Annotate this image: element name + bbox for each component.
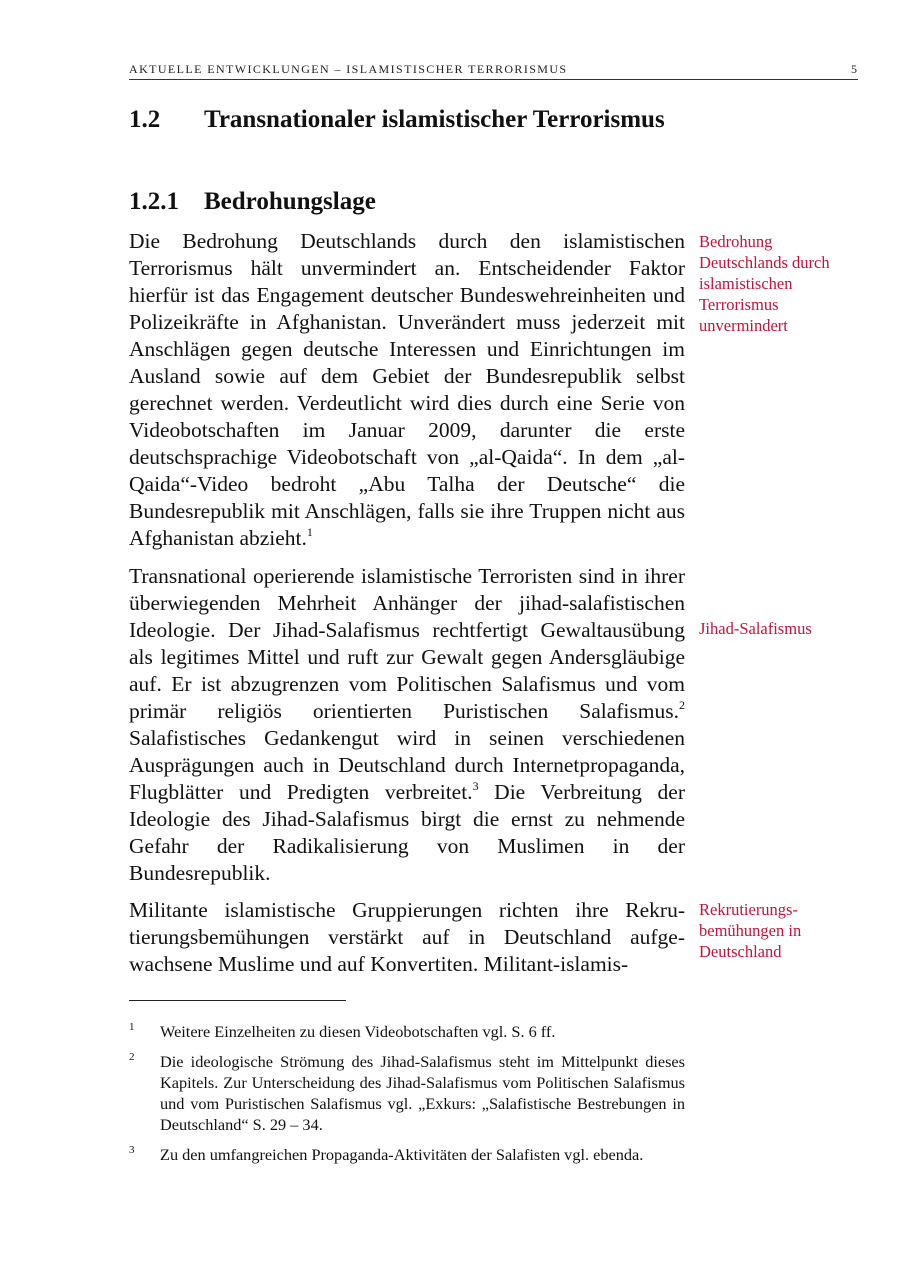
paragraph-1-text: Die Bedrohung Deutschlands durch den islamistischen Terrorismus hält unvermindert an. Entscheidender Faktor hierfür ist das Engagement deutscher Bundeswehreinheiten und Polizeikräfte in Afghanistan. Unverändert muss jederzeit mit Anschlägen gegen deutsche Interessen und Einrichtungen im Ausland sowie auf dem Gebiet der Bundesrepublik selbst gerechnet werden. Verdeutlicht wird dies durch eine Serie von Videobotschaften im Januar 2009, darunter die erste deutschsprachige Videobotschaft von „al-Qaida“. In dem „al-Qaida“-Video bedroht „Abu Talha der Deutsche“ die Bundesrepublik mit Anschlägen, falls sie ihre Truppen nicht aus Afghanistan abzieht. (129, 229, 685, 550)
paragraph-2 (129, 563, 685, 887)
footnote-text: Die ideologische Strömung des Jihad-Salafismus steht im Mittelpunkt dieses Kapitels. Zur Unterscheidung des Jihad-Salafismus vom Politischen Salafismus und vom Puristischen Salafismus vgl. „Exkurs: „Salafistische Bestrebungen in Deutschland“ S. 29 – 34. (160, 1052, 685, 1134)
footnote-2 (129, 1051, 685, 1135)
paragraph-2-text-b: Salafistisches Gedankengut wird in seinen verschiedenen Ausprägungen auch in Deutschland durch Internetpropaganda, Flugblätter und Predigten verbreitet. (129, 726, 685, 804)
page-number: 5 (851, 62, 857, 76)
footnote-number: 2 (129, 1051, 135, 1063)
subsection-number: 1.2.1 (129, 188, 179, 215)
footnote-text: Weitere Einzelheiten zu diesen Videobotschaften vgl. S. 6 ff. (160, 1022, 556, 1041)
margin-note-jihad-salafism: Jihad-Salafismus (699, 619, 812, 638)
margin-note-recruitment: Rekrutierungs- bemühungen in Deutschland (699, 900, 802, 961)
footnote-ref-3[interactable]: 3 (472, 779, 479, 793)
section-title: Transnationaler islamistischer Terrorismus (204, 106, 665, 133)
paragraph-2-text-a: Transnational operierende islamistische Terroristen sind in ihrer überwiegenden Mehrheit Anhänger der jihad-salafistischen Ideologie. Der Jihad-Salafismus rechtfertigt Gewaltausübung als legitimes Mittel und ruft zur Gewalt gegen Andersgläubige auf. Er ist abzugrenzen vom Politischen Salafismus und vom primär religiös orientierten Puristischen Salafismus. (129, 564, 685, 723)
running-head (129, 62, 857, 77)
footnote-number: 1 (129, 1021, 135, 1033)
footnote-ref-1[interactable]: 1 (306, 525, 313, 539)
paragraph-3-text: Militante islamistische Gruppierungen richten ihre Rekrutierungsbemühungen verstärkt auf in Deutschland aufgewachsene Muslime und auf Konvertiten. Militant-islamis- (129, 898, 685, 976)
footnote-text: Zu den umfangreichen Propaganda-Aktivitäten der Salafisten vgl. ebenda. (160, 1145, 644, 1164)
running-title: AKTUELLE ENTWICKLUNGEN – ISLAMISTISCHER TERRORISMUS (129, 62, 568, 76)
section-number: 1.2 (129, 106, 161, 133)
subsection-title: Bedrohungslage (204, 188, 376, 215)
header-rule (129, 79, 858, 80)
paragraph-2-text-c: Die Verbreitung der Ideologie des Jihad-Salafismus birgt die ernst zu nehmende Gefahr der Radikalisierung von Muslimen in der Bundesrepublik. (129, 780, 685, 885)
margin-note-threat: Bedrohung Deutschlands durch islamistischen Terrorismus unvermindert (699, 232, 830, 335)
footnote-3 (129, 1144, 685, 1165)
footnote-number: 3 (129, 1144, 135, 1156)
footnote-ref-2[interactable]: 2 (679, 698, 685, 712)
footnote-separator (129, 1000, 346, 1001)
footnote-1 (129, 1021, 685, 1042)
paragraph-3 (129, 897, 685, 978)
paragraph-1 (129, 228, 685, 552)
